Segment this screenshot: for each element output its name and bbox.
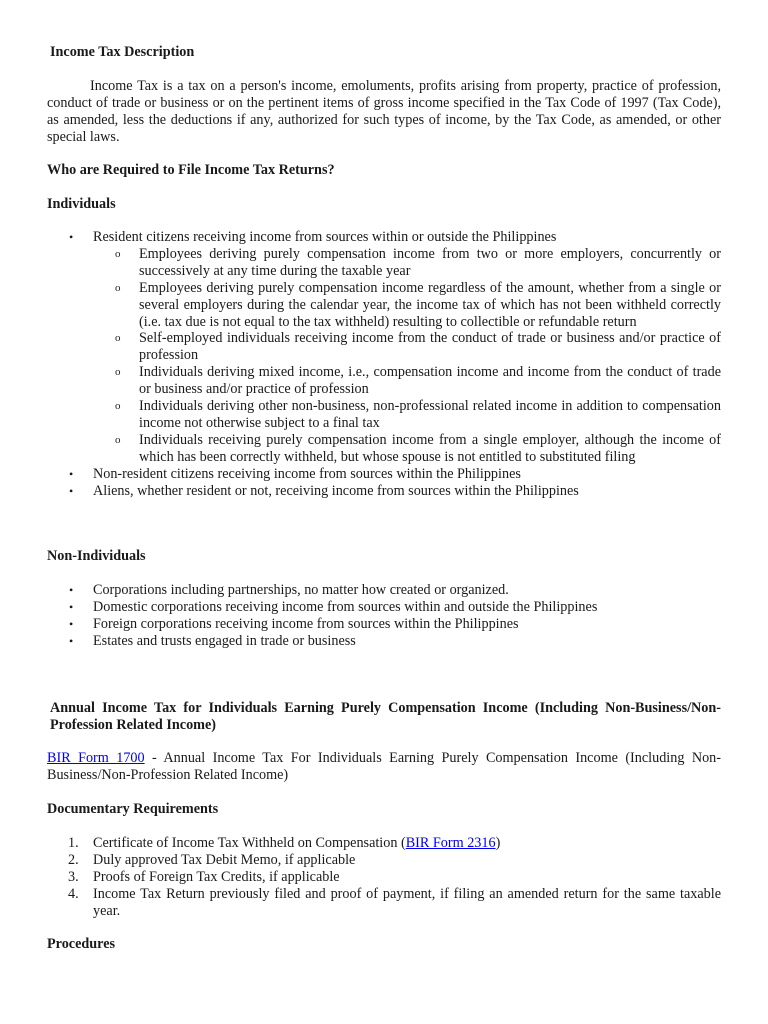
list-number: 3. xyxy=(68,868,79,885)
list-item: • Domestic corporations receiving income from sources within and outside the Philippines xyxy=(93,599,721,616)
requirements-list-container xyxy=(47,835,721,920)
form-1700-paragraph xyxy=(47,750,721,784)
non-individuals-heading: Non-Individuals xyxy=(47,548,146,564)
sub-list-item: o Employees deriving purely compensation income from two or more employers, concurrently or successively at any time during the taxable year xyxy=(139,246,721,280)
requirement-text: Income Tax Return previously filed and proof of payment, if filing an amended return for the same taxable year. xyxy=(93,885,721,919)
form-1700-description: - Annual Income Tax For Individuals Earning Purely Compensation Income (Including Non-Business/Non-Profession Related Income) xyxy=(47,750,721,783)
requirement-text: Proofs of Foreign Tax Credits, if applicable xyxy=(93,868,340,885)
list-number: 2. xyxy=(68,851,79,868)
resident-item-text: Resident citizens receiving income from sources within or outside the Philippines xyxy=(93,229,557,245)
list-item xyxy=(93,229,721,466)
sub-list-item: o Individuals deriving mixed income, i.e., compensation income and income from the conduct of trade or business and/or practice of profession xyxy=(139,364,721,398)
procedures-heading: Procedures xyxy=(47,936,116,952)
non-individuals-list xyxy=(47,582,721,650)
non-individuals-list-container xyxy=(47,582,721,650)
list-item: • Foreign corporations receiving income from sources within the Philippines xyxy=(93,616,721,633)
list-number: 1. xyxy=(68,835,79,851)
sub-list-item: o Self-employed individuals receiving income from the conduct of trade or business and/or practice of profession xyxy=(139,330,721,364)
who-heading: Who are Required to File Income Tax Returns? xyxy=(47,162,335,178)
page-title: Income Tax Description xyxy=(50,44,195,60)
annual-heading: Annual Income Tax for Individuals Earning Purely Compensation Income (Including Non-Business/Non-Profession Related Income) xyxy=(50,700,721,733)
sub-list-item: o Employees deriving purely compensation income regardless of the amount, whether from a single or several employers during the calendar year, the income tax of which has not been withheld correctly (i.e. tax due is not equal to the tax withheld) resulting to collectible or refundable return xyxy=(139,280,721,331)
sub-list-item: o Individuals receiving purely compensation income from a single employer, although the income of which has been correctly withheld, but whose spouse is not entitled to substituted filing xyxy=(139,432,721,466)
documentary-requirements-heading: Documentary Requirements xyxy=(47,801,219,817)
list-number: 4. xyxy=(68,885,79,902)
intro-paragraph: Income Tax is a tax on a person's income, emoluments, profits arising from property, practice of profession, conduct of trade or business or on the pertinent items of gross income specified in the Tax Code of 1997 (Tax Code), as amended, less the deductions if any, authorized for such types of income, by the Tax Code, as amended, or other special laws. xyxy=(47,78,721,145)
list-item: • Aliens, whether resident or not, receiving income from sources within the Philippines xyxy=(93,483,721,500)
bir-form-2316-link[interactable]: BIR Form 2316 xyxy=(405,835,496,851)
requirement-text: Certificate of Income Tax Withheld on Compensation ( xyxy=(93,835,406,851)
individuals-list-container xyxy=(47,229,721,500)
list-item: • Non-resident citizens receiving income from sources within the Philippines xyxy=(93,466,721,483)
resident-sub-list xyxy=(93,246,721,466)
sub-list-item: o Individuals deriving other non-business, non-professional related income in addition to compensation income not otherwise subject to a final tax xyxy=(139,398,721,432)
requirement-text: Duly approved Tax Debit Memo, if applicable xyxy=(93,851,356,868)
individuals-heading: Individuals xyxy=(47,196,116,212)
requirement-close-paren: ) xyxy=(495,835,501,851)
requirements-list xyxy=(47,835,721,920)
list-item xyxy=(68,868,721,886)
list-item xyxy=(68,835,721,852)
list-item xyxy=(68,851,721,869)
bir-form-1700-link[interactable]: BIR Form 1700 xyxy=(47,750,145,766)
individuals-list xyxy=(47,229,721,500)
list-item: • Estates and trusts engaged in trade or business xyxy=(93,633,721,650)
list-item: • Corporations including partnerships, no matter how created or organized. xyxy=(93,582,721,599)
list-item xyxy=(68,885,721,920)
